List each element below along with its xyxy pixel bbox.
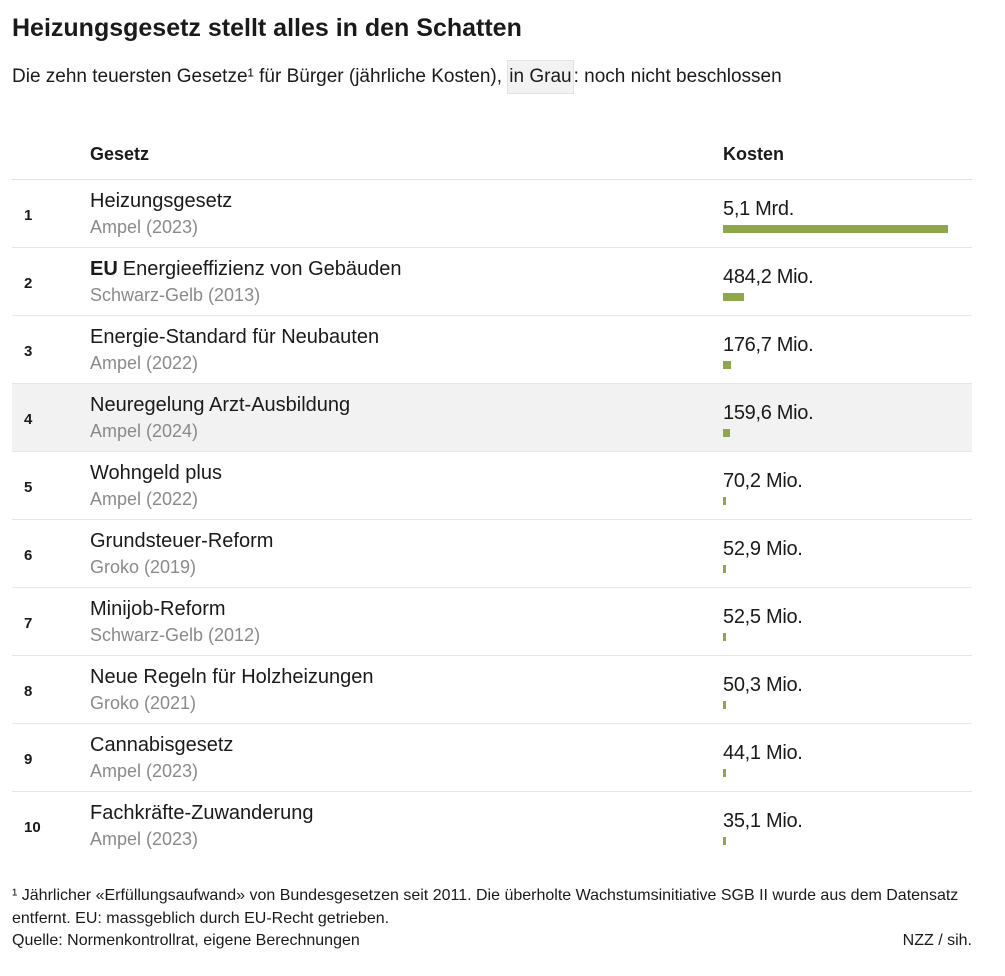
law-name-text: Energie-Standard für Neubauten — [90, 326, 380, 348]
credit: NZZ / sih. — [902, 932, 972, 949]
law-name — [90, 258, 402, 281]
law-name-text: Heizungsgesetz — [90, 190, 233, 212]
cost-bar — [723, 429, 730, 437]
cost-label: 35,1 Mio. — [723, 810, 803, 832]
law-government: Ampel (2023) — [90, 761, 199, 781]
law-name — [90, 326, 379, 349]
subtitle-grey-highlight: in Grau — [507, 60, 573, 94]
law-name — [90, 598, 226, 621]
cost-bar — [723, 565, 726, 573]
law-government: Ampel (2023) — [90, 829, 199, 849]
table-row — [12, 520, 972, 588]
table-row — [12, 384, 972, 452]
table-row — [12, 792, 972, 859]
cost-bar — [723, 293, 744, 301]
row-rank: 9 — [24, 751, 33, 768]
column-header-cost: Kosten — [723, 144, 785, 164]
law-name — [90, 530, 273, 553]
table-row — [12, 588, 972, 656]
cost-label: 44,1 Mio. — [723, 742, 803, 764]
cost-label: 176,7 Mio. — [723, 334, 814, 356]
law-name-text: Grundsteuer-Reform — [90, 530, 274, 552]
cost-label: 70,2 Mio. — [723, 470, 803, 492]
law-government: Schwarz-Gelb (2013) — [90, 285, 261, 305]
law-government: Ampel (2022) — [90, 353, 199, 373]
law-eu-prefix: EU — [90, 258, 118, 280]
cost-label: 52,9 Mio. — [723, 538, 803, 560]
law-name — [90, 462, 222, 485]
subtitle-text-end: : noch nicht beschlossen — [573, 66, 782, 87]
cost-label: 52,5 Mio. — [723, 606, 803, 628]
table-row — [12, 724, 972, 792]
law-government: Ampel (2023) — [90, 217, 199, 237]
law-name-text: Fachkräfte-Zuwanderung — [90, 802, 314, 824]
cost-bar — [723, 497, 726, 505]
cost-label: 159,6 Mio. — [723, 402, 814, 424]
row-rank: 1 — [24, 207, 33, 224]
table-row — [12, 452, 972, 520]
row-rank: 4 — [24, 411, 33, 428]
law-name — [90, 190, 232, 213]
cost-label: 484,2 Mio. — [723, 266, 814, 288]
row-rank: 3 — [24, 343, 33, 360]
law-name-text: Energieeffizienz von Gebäuden — [122, 258, 402, 280]
table-body — [12, 180, 972, 859]
table-header — [12, 140, 972, 180]
law-name-text: Neue Regeln für Holzheizungen — [90, 666, 374, 688]
table-row — [12, 656, 972, 724]
law-government: Ampel (2022) — [90, 489, 199, 509]
law-government: Ampel (2024) — [90, 421, 199, 441]
row-rank: 5 — [24, 479, 33, 496]
law-name-text: Cannabisgesetz — [90, 734, 234, 756]
cost-bar — [723, 769, 726, 777]
cost-label: 50,3 Mio. — [723, 674, 803, 696]
law-name — [90, 666, 374, 689]
table-row — [12, 316, 972, 384]
cost-bar — [723, 361, 731, 369]
cost-label: 5,1 Mrd. — [723, 198, 794, 220]
cost-bar — [723, 633, 726, 641]
law-government: Schwarz-Gelb (2012) — [90, 625, 261, 645]
chart-title: Heizungsgesetz stellt alles in den Schatten — [12, 14, 522, 42]
law-government: Groko (2019) — [90, 557, 197, 577]
row-rank: 2 — [24, 275, 33, 292]
row-rank: 8 — [24, 683, 33, 700]
footnote: ¹ Jährlicher «Erfüllungsaufwand» von Bundesgesetzen seit 2011. Die überholte Wachstumsinitiative SGB II wurde aus dem Datensatz entfernt. EU: massgeblich durch EU-Recht getrieben. — [12, 887, 959, 927]
source-note: Quelle: Normenkontrollrat, eigene Berechnungen — [12, 932, 360, 949]
law-name-text: Minijob-Reform — [90, 598, 226, 620]
chart-subtitle — [12, 66, 782, 88]
subtitle-text: Die zehn teuersten Gesetze¹ für Bürger (jährliche Kosten), — [12, 66, 503, 87]
cost-bar — [723, 225, 948, 233]
law-name — [90, 802, 313, 825]
law-name — [90, 394, 350, 417]
law-government: Groko (2021) — [90, 693, 197, 713]
row-rank: 10 — [24, 819, 41, 836]
column-header-law: Gesetz — [90, 144, 150, 164]
law-name-text: Wohngeld plus — [90, 462, 222, 484]
table-row — [12, 180, 972, 248]
table-row — [12, 248, 972, 316]
row-rank: 7 — [24, 615, 33, 632]
law-name — [90, 734, 233, 757]
cost-bar — [723, 837, 726, 845]
cost-bar — [723, 701, 726, 709]
law-name-text: Neuregelung Arzt-Ausbildung — [90, 394, 351, 416]
row-rank: 6 — [24, 547, 33, 564]
